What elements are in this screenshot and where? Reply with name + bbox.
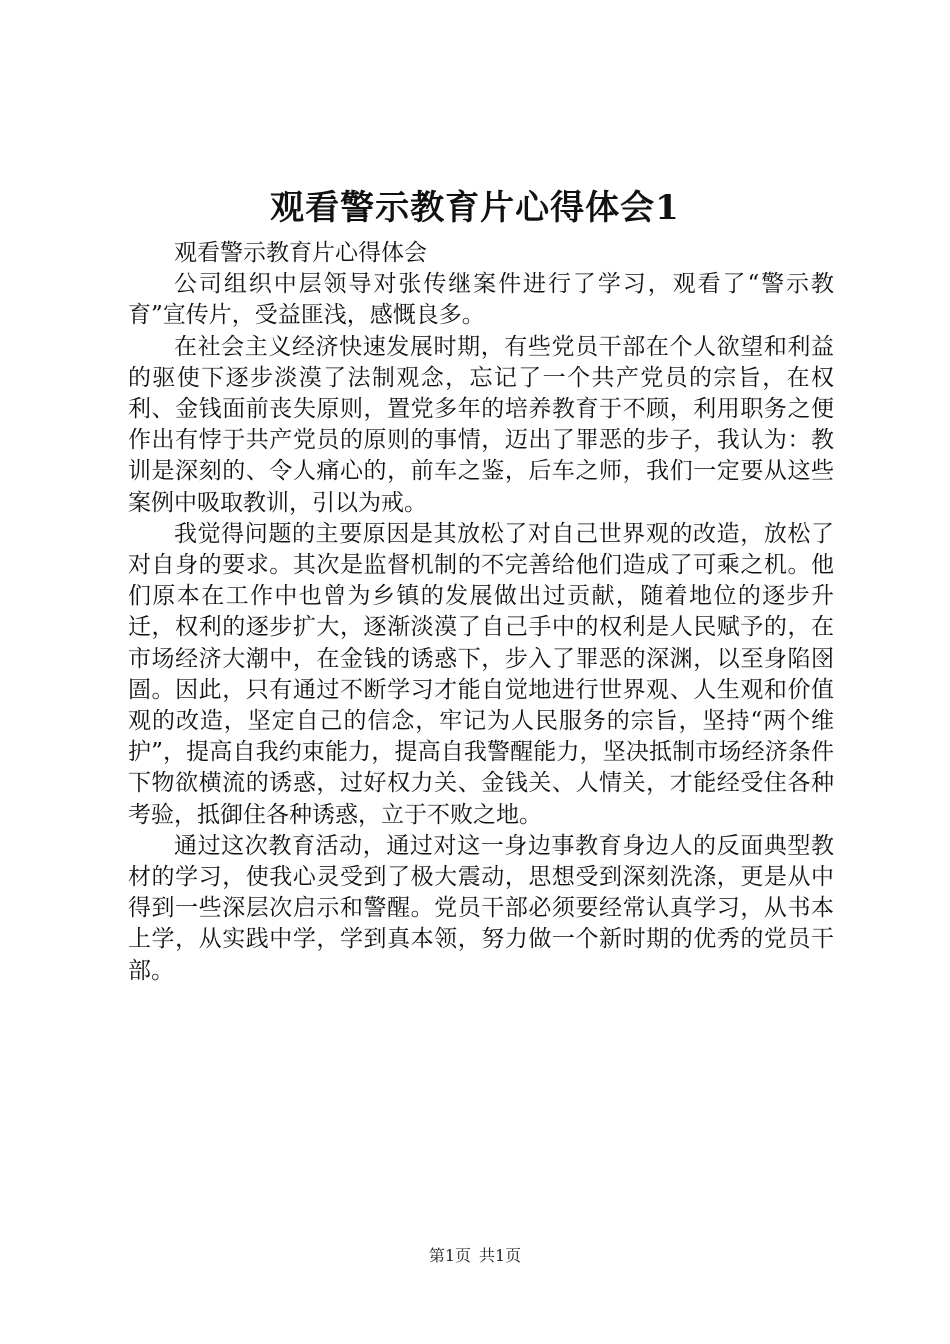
document-title: 观看警示教育片心得体会1 xyxy=(270,188,680,228)
paragraph-lesson: 在社会主义经济快速发展时期，有些党员干部在个人欲望和利益的驱使下逐步淡漠了法制观念，忘记了一个共产党员的宗旨，在权利、金钱面前丧失原则，置党多年的培养教育于不顾，利用职务之便作出有悖于共产党员的原则的事情，迈出了罪恶的步子，我认为：教训是深刻的、令人痛心的，前车之鉴，后车之师，我们一定要从这些案例中吸取教训，引以为戒。 xyxy=(128,333,834,516)
paragraph-intro: 公司组织中层领导对张传继案件进行了学习，观看了“警示教育”宣传片，受益匪浅，感慨良多。 xyxy=(128,271,834,329)
page-number: 第1页 xyxy=(428,1246,471,1265)
paragraph-conclusion: 通过这次教育活动，通过对这一身边事教育身边人的反面典型教材的学习，使我心灵受到了极大震动，思想受到深刻洗涤，更是从中得到一些深层次启示和警醒。党员干部必须要经常认真学习，从书本上学，从实践中学，学到真本领，努力做一个新时期的优秀的党员干部。 xyxy=(128,832,834,984)
page-total: 共1页 xyxy=(479,1246,522,1265)
paragraph-subtitle: 观看警示教育片心得体会 xyxy=(174,240,427,266)
page-footer xyxy=(0,1244,950,1268)
paragraph-causes: 我觉得问题的主要原因是其放松了对自己世界观的改造，放松了对自身的要求。其次是监督机制的不完善给他们造成了可乘之机。他们原本在工作中也曾为乡镇的发展做出过贡献，随着地位的逐步升迁，权利的逐步扩大，逐渐淡漠了自己手中的权利是人民赋予的，在市场经济大潮中，在金钱的诱惑下，步入了罪恶的深渊，以至身陷囹圄。因此，只有通过不断学习才能自觉地进行世界观、人生观和价值观的改造，坚定自己的信念，牢记为人民服务的宗旨，坚持“两个维护”，提高自我约束能力，提高自我警醒能力，坚决抵制市场经济条件下物欲横流的诱惑，过好权力关、金钱关、人情关，才能经受住各种考验，抵御住各种诱惑，立于不败之地。 xyxy=(128,520,834,828)
document-body xyxy=(128,238,834,987)
